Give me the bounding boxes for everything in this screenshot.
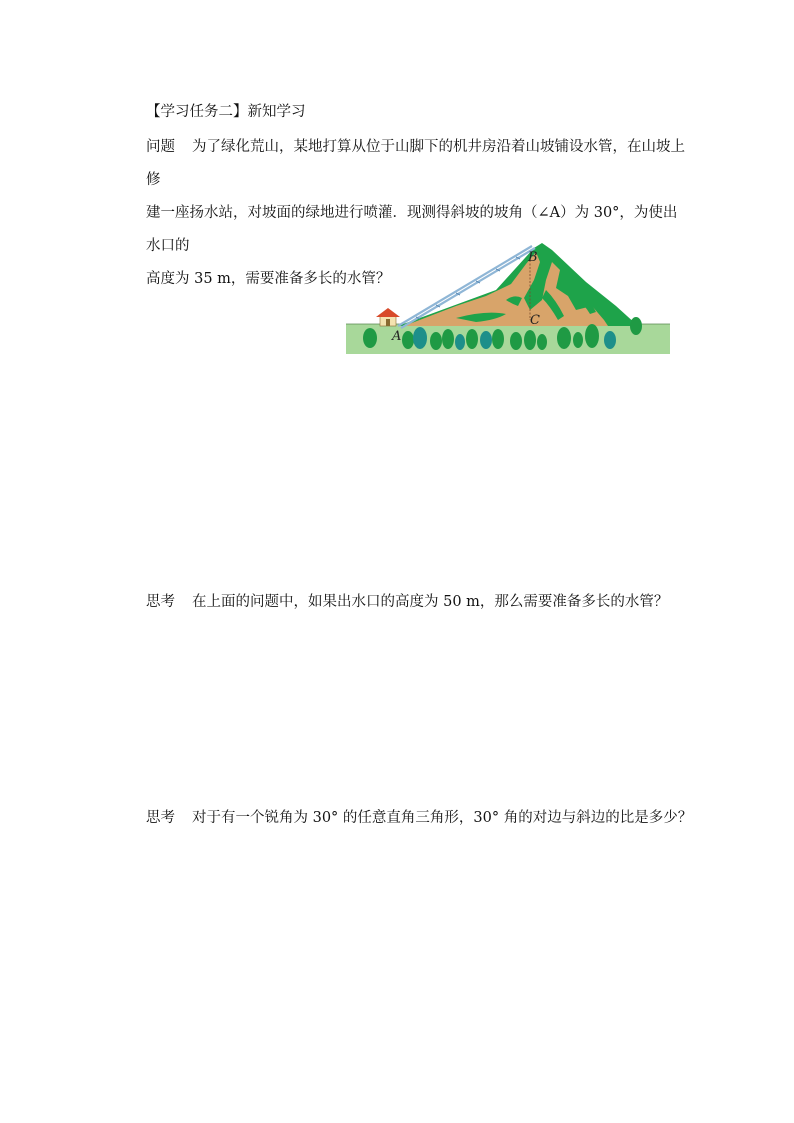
mountain-figure bbox=[346, 240, 670, 356]
problem-label: 问题 bbox=[146, 139, 175, 155]
pump-house bbox=[376, 308, 400, 326]
label-a: A bbox=[392, 329, 402, 344]
label-b: B bbox=[528, 250, 538, 265]
label-c: C bbox=[530, 313, 540, 328]
problem-line-3: 高度为 35 m，需要准备多长的水管？ bbox=[146, 271, 391, 287]
problem-text-1: 为了绿化荒山，某地打算从位于山脚下的机井房沿着山坡铺设水管，在山坡上修 bbox=[146, 139, 685, 188]
problem-line-1 bbox=[146, 131, 686, 197]
think-question-2 bbox=[146, 807, 692, 829]
think-text-2: 对于有一个锐角为 30° 的任意直角三角形，30° 角的对边与斜边的比是多少？ bbox=[192, 810, 693, 826]
think-label-1: 思考 bbox=[146, 594, 175, 610]
section-title: 【学习任务二】新知学习 bbox=[146, 104, 306, 120]
think-text-1: 在上面的问题中，如果出水口的高度为 50 m，那么需要准备多长的水管？ bbox=[192, 594, 669, 610]
think-label-2: 思考 bbox=[146, 810, 175, 826]
problem-line-2: 建一座扬水站，对坡面的绿地进行喷灌．现测得斜坡的坡角（∠A）为 30°，为使出水口的 bbox=[146, 205, 678, 254]
think-question-1 bbox=[146, 591, 668, 613]
